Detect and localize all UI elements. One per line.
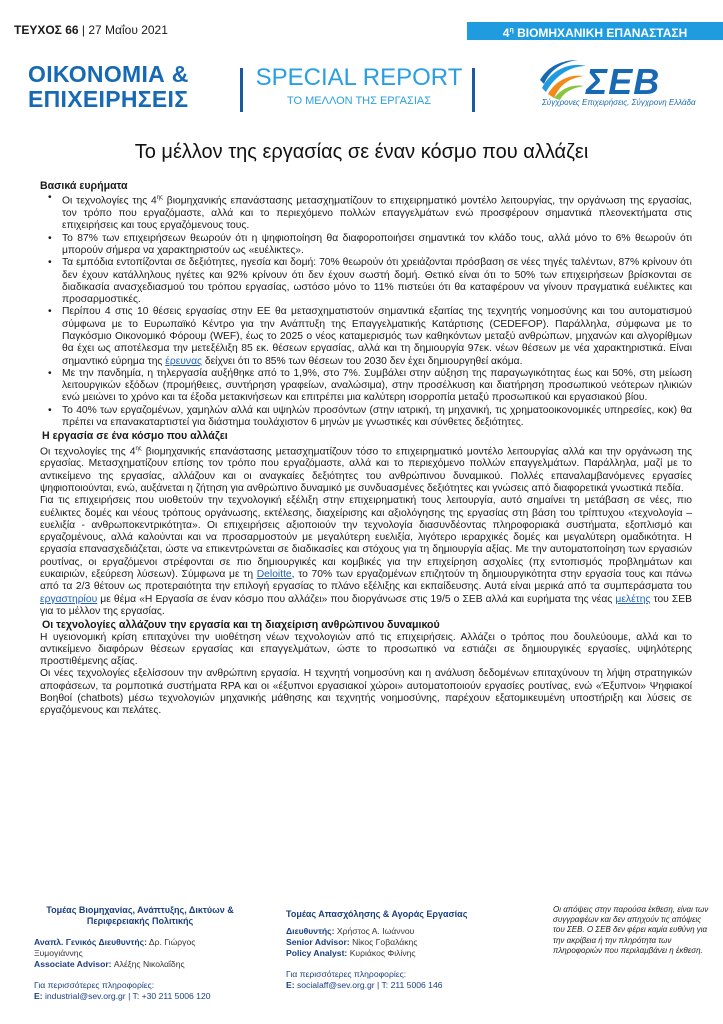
series-banner [467,22,723,40]
special-report-subtitle: ΤΟ ΜΕΛΛΟΝ ΤΗΣ ΕΡΓΑΣΙΑΣ [286,95,432,107]
logo-word: ΣΕΒ [586,61,661,102]
banner-sup: η [509,27,514,34]
paragraph: Η υγειονομική κρίση επιταχύνει την υιοθέτηση νέων τεχνολογιών από τις επιχειρήσεις. Αλλάζει ο τρόπος που δουλεύουμε, αλλά και το αντικείμενο διαφόρων θέσεων εργασίας και επαγγελμάτων, ώστε το προσωπικό να εστιάζει σε δημιουργικές εργασίες, υψηλότερης προστιθέμενης αξίας. [40,631,692,668]
masthead-divider [472,68,475,112]
research-link[interactable]: έρευνας [165,355,202,367]
special-report-block [252,64,466,107]
sev-logo [536,56,706,116]
contact-line: Διευθυντής: Χρήστος Α. Ιωάννου [286,926,415,936]
section-heading: Βασικά ευρήματα [40,180,128,192]
study-link[interactable]: μελέτης [615,593,651,605]
publication-name-line1: ΟΙΚΟΝΟΜΙΑ & [28,61,189,87]
list-item: • Το 87% των επιχειρήσεων θεωρούν ότι η ψηφιοποίηση θα διαφοροποιήσει σημαντικά τον κλάδο τους, αλλά μόνο το 6% θεωρούν ότι μπορούν σήμερα να χαρακτηριστούν ως «ευέλικτες». [62,233,692,258]
section-heading: Η εργασία σε ένα κόσμο που αλλάζει [42,430,228,443]
more-info-label: Για περισσότερες πληροφορίες: [286,969,407,979]
section-heading: Οι τεχνολογίες αλλάζουν την εργασία και τη διαχείριση ανθρώπινου δυναμικού [42,619,440,632]
paragraph: Για τις επιχειρήσεις που υιοθετούν την τεχνολογική εξέλιξη στην επιχειρηματική τους λειτουργία, αυτό σημαίνει τη μετάβαση σε νέες, πιο ευέλικτες δομές και νέους τρόπους οργάνωσης, εκτέλεσης, διαχείρισης και αξιολόγησης της εργασίας στη βάση του τρίπτυχου «τεχνολογία – ευελιξία - ανθρωποκεντρικότητα». Οι επιχειρήσεις αξιοποιούν την τεχνολογία διασυνδέοντας πληροφοριακά συστήματα, εξοπλισμό και εργαζομένους, αλλά καλούνται και να προσαρμοστούν με μεγαλύτερη ευελιξία, λιγότερο ιεραρχικές δομές και μεγαλύτερη ομαδικότητα. Η εργασία επανασχεδιάζεται, ώστε να επικεντρώνεται σε διαδικασίες και στόχους για τη δημιουργία αξίας. Με την αυτοματοποίηση των εργασιών ρουτίνας, οι εργαζόμενοι στρέφονται σε πιο δημιουργικές και κομβικές για την επιχείρηση ασχολίες (πχ εντοπισμός προβλημάτων και ευκαιριών, εξεύρεση λύσεων). Σύμφωνα με τη Deloitte, το 70% των εργαζομένων επιζητούν τη δημιουργικότητα στην εργασία τους και πάνω από τα 2/3 θέτουν ως προτεραιότητα την επιλογή εργασίας το πλάνο εξέλιξης και εκπαίδευσης. Αυτά είναι μερικά από τα συμπεράσματα του εργαστηρίου με θέμα «Η Εργασία σε έναν κόσμο που αλλάζει» που διοργάνωσε στις 19/5 ο ΣΕΒ αλλά και ευρήματα της νέας μελέτης του ΣΕΒ για το μέλλον της εργασίας. [40,495,692,617]
more-info-label: Για περισσότερες πληροφορίες: [34,980,155,990]
article-title: Το μέλλον της εργασίας σε έναν κόσμο που αλλάζει [134,141,589,163]
email-link[interactable]: industrial@sev.org.gr [44,991,126,1001]
contact-line: Associate Advisor: Αλέξης Νικολαΐδης [34,959,185,969]
deloitte-link[interactable]: Deloitte [256,569,292,581]
banner-text: ΒΙΟΜΗΧΑΝΙΚΗ ΕΠΑΝΑΣΤΑΣΗ [517,26,688,40]
workshop-link[interactable]: εργαστηρίου [40,593,98,605]
publication-name-line2: ΕΠΙΧΕΙΡΗΣΕΙΣ [28,86,189,112]
issue-info: ΤΕΥΧΟΣ 66 | 27 Μαΐου 2021 [14,23,168,37]
masthead-divider [240,68,243,112]
contact-line: Policy Analyst: Κυριάκος Φιλίνης [286,948,416,958]
footer [0,903,723,1024]
contact-line: Αναπλ. Γενικός Διευθυντής: Δρ. Γιώργος Ξυμογιάννης [34,937,196,958]
list-item: • Τα εμπόδια εντοπίζονται σε δεξιότητες, ηγεσία και δομή: 70% θεωρούν ότι χρειάζονται πρόσβαση σε νέες τηγές ταλέντων, 87% κρίνουν ότι δεν έχουν κατάλληλους ηγέτες και 92% κρίνουν ότι δεν έχουν σωστή δομή. Θετικό είναι ότι το 50% των επιχειρήσεων βρίσκονται σε διαδικασία ανασχεδιασμού του τρόπου εργασίας, ωστόσο μόνο το 11% πιστεύει ότι θα καταφέρουν να γίνουν πραγματικά ευέλικτες και προσαρμοστικές. [62,257,692,306]
logo-tagline: Σύγχρονες Επιχειρήσεις, Σύγχρονη Ελλάδα [542,98,696,107]
key-findings-list [40,192,692,429]
footer-heading: Τομέας Απασχόλησης & Αγοράς Εργασίας [286,909,468,919]
paragraph: Οι τεχνολογίες της $4^{\eta\varsigma}$ βιομηχανικής επανάστασης μετασχηματίζουν τόσο το επιχειρηματικό μοντέλο λειτουργίας αλλά και την οργάνωση της εργασίας. Μετασχηματίζουν επίσης τον τρόπο που εργαζόμαστε, αλλά και το περιεχόμενο πολλών επαγγελμάτων. Παράλληλα, μαζί με το αντικείμενο της εργασίας, αλλάζουν και οι αναγκαίες δεξιότητες του ανθρώπινου δυναμικού. Πολλές επαναλαμβανόμενες εργασίες ψηφιοποιούνται, ενώ, αυξάνεται η ζήτηση για ανθρώπινο δυναμικό με συνδυασμένες δεξιότητες και γνώσεις από διαφορετικά γνωστικά πεδία. [40,445,693,494]
paragraph: Οι νέες τεχνολογίες εξελίσσουν την ανθρώπινη εργασία. Η τεχνητή νοημοσύνη και η ανάλυση δεδομένων επιταχύνουν τη λήψη στρατηγικών αποφάσεων, τα ρομποτικά συστήματα RPA και οι «έξυπνοι εργασιακοί χώροι» αυτοματοποιούν εργασίες ρουτίνας, ενώ «Έξυπνοι» Ψηφιακοί Βοηθοί (chatbots) μέσω τεχνολογιών μηχανικής μάθησης και τεχνητής νοημοσύνης, παρέχουν εξατομικευμένη υποστήριξη και λύσεις σε εργαζόμενους και πελάτες. [40,668,692,717]
footer-contact-industry [34,905,246,1002]
list-item: • Οι τεχνολογίες της $4^{\eta\varsigma}$ βιομηχανικής επανάστασης μετασχηματίζουν το επιχειρηματικό μοντέλο λειτουργίας, την οργάνωση της εργασίας, τον τρόπο που εργαζόμαστε, αλλά και το περιεχόμενο πολλών επαγγελμάτων ενώ προσφέρουν σημαντικά πλεονεκτήματα στις επιχειρήσεις και τους εργαζόμενους τους. [62,192,692,232]
sev-swirl-icon [538,58,588,100]
footer-heading: Τομέας Βιομηχανίας, Ανάπτυξης, Δικτύων & Περιφερειακής Πολιτικής [46,905,234,926]
email-link[interactable]: socialaff@sev.org.gr [296,980,375,990]
article-body [40,180,692,718]
publication-name [28,62,236,112]
contact-line: E: socialaff@sev.org.gr | T: 211 5006 146 [286,980,443,990]
contact-line: E: industrial@sev.org.gr | T: +30 211 5006 120 [34,991,211,1001]
banner-number: 4 [502,26,510,40]
special-report-title: SPECIAL REPORT [255,64,463,91]
list-item: • Με την πανδημία, η τηλεργασία αυξήθηκε από το 1,9%, στο 7%. Συμβάλει στην αύξηση της παραγωγικότητας έως και 50%, στη μείωση λειτουργικών εξόδων (προμήθειες, συντήρηση γραφείων, αναλώσιμα), στην προσέλκυση και διατήρηση προσωπικού νεότερων ηλικιών ενώ μειώνει το χρόνο και τα έξοδα μετακινήσεων και επιτρέπει μια καλύτερη ισορροπία μεταξύ προσωπικού και εργασιακού βίου. [62,368,692,405]
list-item: • Περίπου 4 στις 10 θέσεις εργασίας στην ΕΕ θα μετασχηματιστούν σημαντικά εξαιτίας της τεχνητής νοημοσύνης και του αυτοματισμού σύμφωνα με το Ευρωπαϊκό Κέντρο για την Ανάπτυξη της Επαγγελματικής Κατάρτισης (CEDEFOP). Παράλληλα, σύμφωνα με το Παγκόσμιο Οικονομικό Φόρουμ (WEF), έως το 2025 ο νέος καταμερισμός των καθηκόντων μεταξύ ανθρώπων, μηχανών και αλγορίθμων θα έχει ως αποτέλεσμα την μετεξέλιξη 85 εκ. θέσεων εργασίας, αλλά και τη δημιουργία 97εκ. νέων θέσεων με νέα χαρακτηριστικά. Είναι σημαντικό εύρημα της έρευνας δείχνει ότι το 85% των θέσεων του 2030 δεν έχει δημιουργηθεί ακόμα. [62,306,692,367]
top-bar [0,0,723,48]
disclaimer: Οι απόψεις στην παρούσα έκθεση, είναι των συγγραφέων και δεν απηχούν τις απόψεις του ΣΕΒ. Ο ΣΕΒ δεν φέρει καμία ευθύνη για την ακρίβεια ή την πληρότητα των πληροφοριών που περιλαμβάνει η έκθεση. [553,905,709,955]
list-item: • Το 40% των εργαζομένων, χαμηλών αλλά και υψηλών προσόντων (στην ιατρική, τη μηχανική, τις χρηματοοικονομικές υπηρεσίες, κοκ) θα πρέπει να επανακαταρτιστεί για διάστημα τουλάχιστον 6 μηνών με γνωστικές και σύνθετες δεξιότητες. [62,405,692,430]
issue-number: ΤΕΥΧΟΣ 66 [14,23,79,37]
footer-contact-employment [286,909,486,991]
contact-line: Senior Advisor: Νίκος Γοβαλάκης [286,937,418,947]
issue-date: 27 Μαΐου 2021 [88,23,168,37]
